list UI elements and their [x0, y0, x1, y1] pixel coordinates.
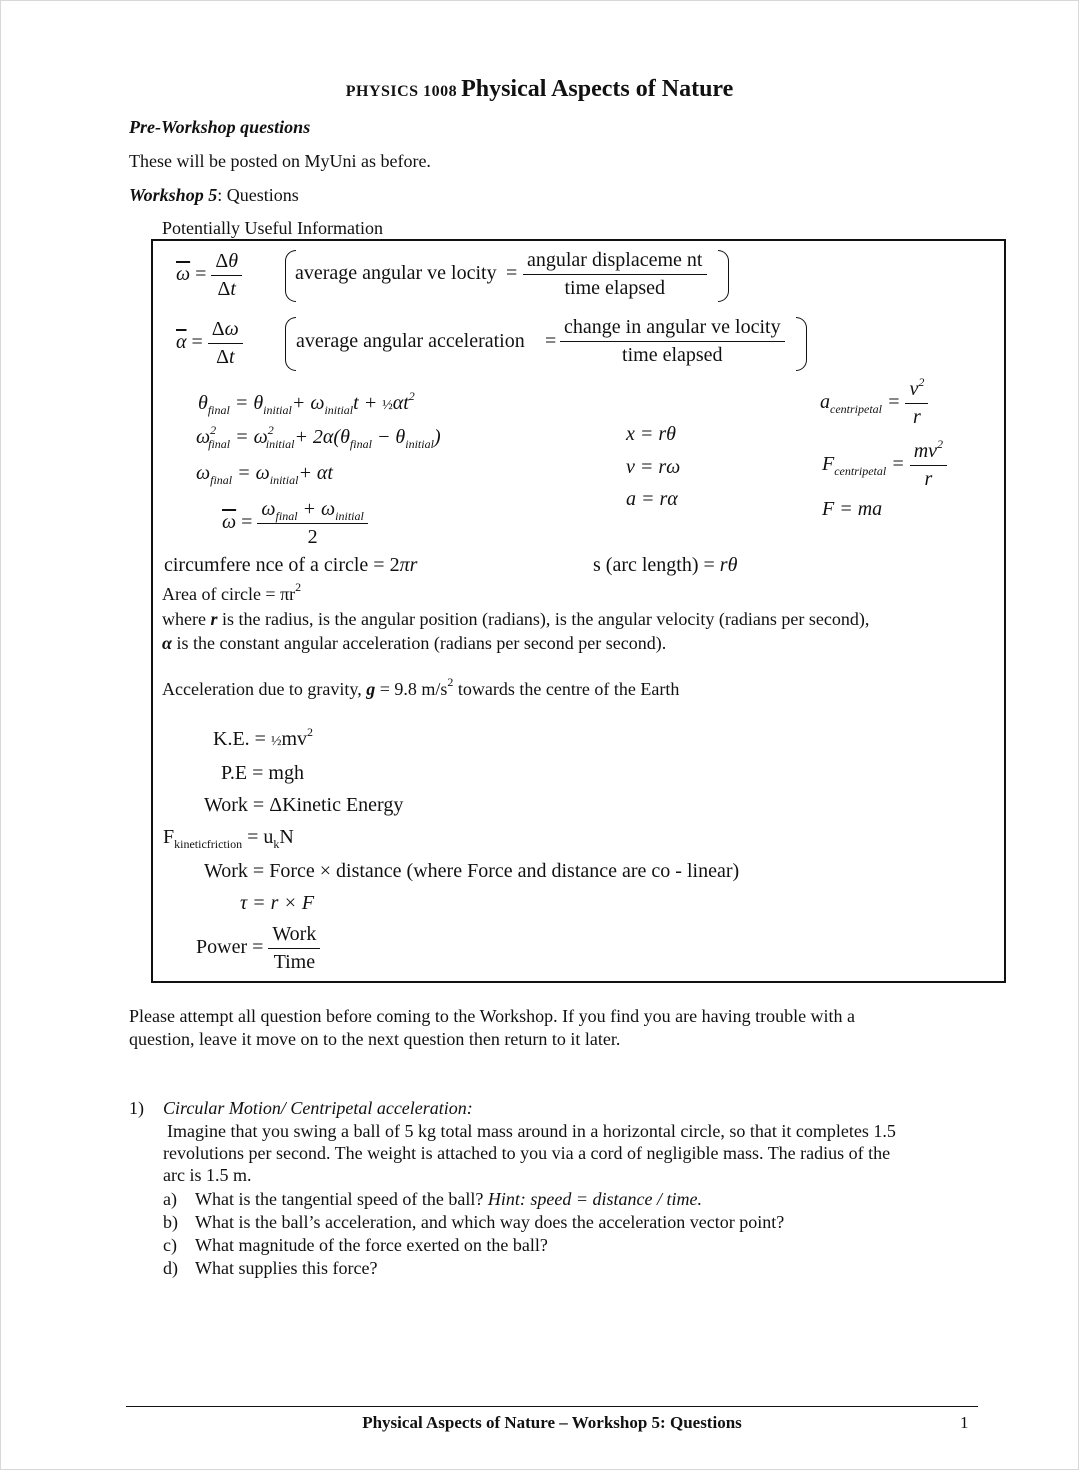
avg-velocity-label: average angular ve locity: [295, 262, 497, 284]
equals-sign: =: [545, 330, 557, 352]
ke-label: K.E. =: [213, 728, 266, 750]
part-text: What is the tangential speed of the ball?: [195, 1189, 488, 1209]
instructions-line-2: question, leave it move on to the next question then return to it later.: [129, 1029, 621, 1049]
info-caption: Potentially Useful Information: [162, 218, 383, 238]
friction-force: $F_{kineticfriction} = u_kN$: [163, 826, 294, 851]
page-number: 1: [960, 1413, 969, 1432]
avg-velocity-fraction: [523, 249, 707, 300]
power-numerator: Work: [268, 923, 320, 949]
gravity-value: = 9.8 m/s: [375, 679, 448, 699]
course-title: Physical Aspects of Nature: [461, 76, 734, 102]
question-part-text: What supplies this force?: [195, 1258, 378, 1278]
question-title: Circular Motion/ Centripetal acceleration:: [163, 1098, 473, 1118]
question-body-line: Imagine that you swing a ball of 5 kg total mass around in a horizontal circle, so that it completes 1.5: [167, 1121, 896, 1141]
kinematic-eq-omega-squared: $\omega^2_{final} = \omega^2_{initial}+ 2\alpha(\theta_{final} - \theta_{initial})$: [196, 423, 441, 451]
question-part-text: What is the ball’s acceleration, and which way does the acceleration vector point?: [195, 1212, 785, 1232]
frac-numerator: angular displaceme nt: [523, 249, 707, 275]
gravity-label: Acceleration due to gravity,: [162, 679, 362, 699]
question-part: c): [163, 1235, 177, 1255]
question-part: b): [163, 1212, 178, 1232]
friction-subscript: kineticfriction: [174, 837, 243, 851]
pre-workshop-heading: Pre-Workshop questions: [129, 117, 311, 137]
paren-left: [285, 317, 296, 371]
newton-second-law: F = ma: [822, 498, 883, 520]
workshop-heading: [129, 185, 299, 206]
work-kinetic-energy: Work = ΔKinetic Energy: [204, 794, 404, 816]
course-code: PHYSICS 1008: [345, 83, 458, 100]
linear-eq-a: a = rα: [626, 488, 678, 510]
linear-eq-v: v = rω: [626, 456, 681, 478]
area-circle-text: Area of circle = πr: [162, 584, 296, 604]
arc-length-label: s (arc length): [593, 554, 699, 576]
frac-denominator: time elapsed: [564, 277, 666, 299]
frac-numerator: change in angular ve locity: [560, 316, 785, 342]
page-title: [0, 76, 1079, 103]
frac-denominator: time elapsed: [622, 344, 723, 366]
equals-sign: =: [506, 262, 518, 284]
where-line-2: α is the constant angular acceleration (radians per second per second).: [162, 633, 667, 653]
question-part: d): [163, 1258, 178, 1278]
part-label: a): [163, 1189, 177, 1209]
power-denominator: Time: [273, 951, 316, 973]
where-line-1: where r is the radius, is the angular position (radians), is the angular velocity (radians per second),: [162, 609, 870, 629]
power-formula: [196, 923, 320, 974]
instructions-line-1: Please attempt all question before coming to the Workshop. If you find you are having trouble with a: [129, 1006, 856, 1026]
circumference-label: circumfere nce of a circle: [164, 554, 369, 576]
question-number: 1): [129, 1098, 144, 1118]
torque: τ = r × F: [240, 892, 315, 914]
kinematic-eq-omega: $\omega_{final} = \omega_{initial}+ \alpha t$: [196, 462, 333, 487]
arc-length-formula: s (arc length) = rθ: [593, 554, 738, 576]
kinematic-eq-avg-omega: $\overline{\omega}$ = $\frac{\omega_{final} + \omega_{initial}}{2}$: [222, 498, 368, 549]
gravity-line: Acceleration due to gravity, g = 9.8 $m/s^2$ towards the centre of the Earth: [162, 675, 680, 699]
question-part-text: What magnitude of the force exerted on the ball?: [195, 1235, 548, 1255]
area-circle: Area of circle = $\pi r^2$: [162, 580, 302, 604]
part-hint: Hint: speed = distance / time.: [487, 1189, 703, 1209]
kinematic-eq-theta: $\theta_{final} = \theta_{initial}+ \omega_{initial}t$ + $\frac{1}{2}\alpha t^2$: [198, 389, 415, 417]
paren-right: [796, 317, 807, 371]
centripetal-accel: $a_{centripetal}$ = $\frac{v^2}{r}$: [820, 378, 928, 429]
footer-text: Physical Aspects of Nature – Workshop 5: Questions: [362, 1413, 742, 1432]
linear-eq-x: x = rθ: [626, 423, 676, 445]
question-body-line: revolutions per second. The weight is attached to you via a cord of negligible mass. The radius of the: [163, 1143, 891, 1163]
work-force-distance: Work = Force × distance (where Force and distance are co - linear): [204, 860, 740, 882]
power-label: Power =: [196, 936, 264, 959]
question-part-text: [195, 1189, 702, 1210]
avg-acceleration-formula: $\overline{\alpha}$ = $\frac{\Delta\omega}{\Delta t}$: [176, 318, 243, 369]
where-line-1-text: is the radius, is the angular position (radians), is the angular velocity (radians per second),: [217, 609, 870, 629]
paren-right: [718, 250, 729, 302]
avg-velocity-formula: $\overline{\omega}$ = $\frac{\Delta\theta}{\Delta t}$: [176, 250, 242, 301]
workshop-heading-italic: Workshop 5: [129, 185, 218, 205]
question-body-line: arc is 1.5 m.: [163, 1165, 252, 1185]
gravity-tail: towards the centre of the Earth: [453, 679, 680, 699]
circumference-formula: circumfere nce of a circle = 2πr: [164, 554, 418, 576]
question-part: [163, 1189, 177, 1210]
centripetal-force: $F_{centripetal}$ = $\frac{mv^2}{r}$: [822, 440, 947, 491]
pre-workshop-text: These will be posted on MyUni as before.: [129, 151, 431, 171]
footer-rule: [126, 1406, 978, 1407]
kinetic-energy: K.E. = $\frac{1}{2}mv^2$: [213, 725, 314, 750]
workshop-heading-rest: : Questions: [217, 185, 299, 205]
where-line-2-text: is the constant angular acceleration (radians per second per second).: [171, 633, 667, 653]
avg-acceleration-label: average angular acceleration: [296, 330, 525, 352]
avg-acceleration-fraction: [560, 316, 785, 367]
potential-energy: P.E = mgh: [221, 762, 304, 784]
